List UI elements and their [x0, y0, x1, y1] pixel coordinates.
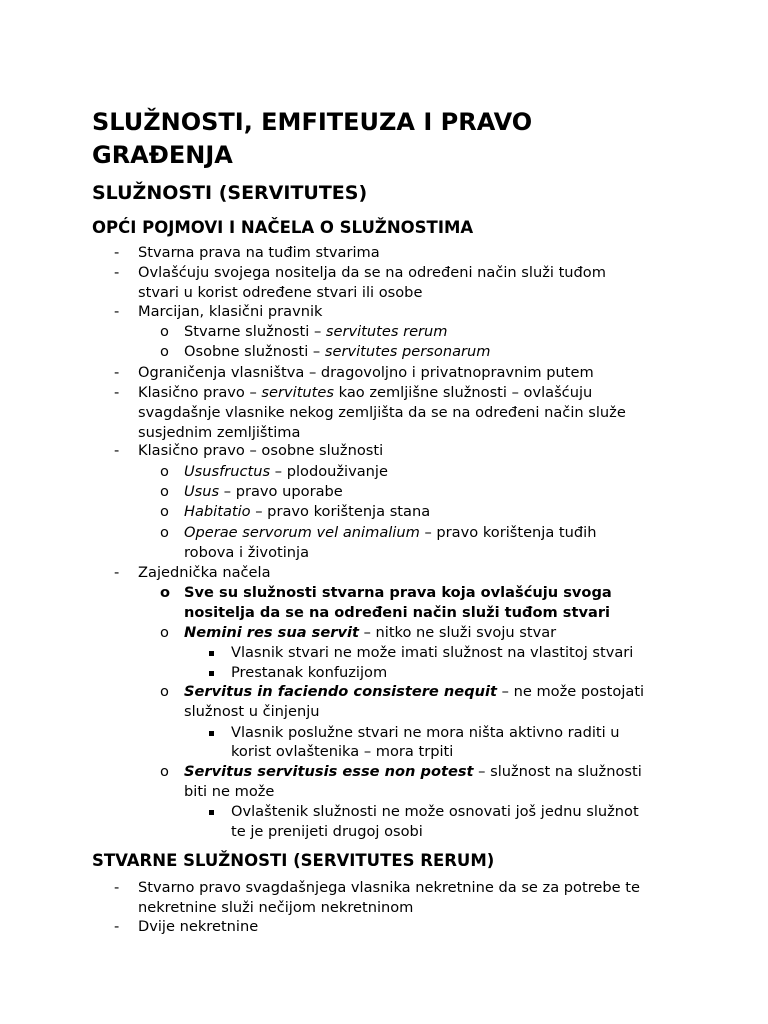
dash-marker: - [114, 442, 120, 459]
principle-bold-continued [184, 603, 610, 623]
list-item-text-continued: stvari u korist određene stvari ili osobe [138, 284, 423, 301]
sublist-item [184, 523, 596, 543]
text-part: Klasično pravo – [138, 384, 262, 401]
circle-marker: o [160, 323, 169, 340]
circle-marker: o [160, 483, 169, 500]
circle-marker: o [160, 524, 169, 541]
sub-sub-item: Prestanak konfuzijom [231, 664, 388, 681]
latin-term: Usus [184, 483, 220, 500]
sublist-item-continued: robova i životinja [184, 544, 310, 561]
circle-marker: o [160, 343, 169, 360]
text-part: – služnost na služnosti [473, 763, 642, 780]
latin-term: servitutes [261, 384, 334, 401]
list-item-text: Zajednička načela [138, 564, 271, 581]
square-bullet-icon [209, 810, 214, 815]
section-heading: SLUŽNOSTI (SERVITUTES) [92, 182, 368, 204]
latin-maxim: Servitus servitusis esse non potest [184, 763, 474, 780]
latin-term: servitutes rerum [325, 323, 448, 340]
text-part: – ne može postojati [497, 683, 645, 700]
circle-marker: o [160, 463, 169, 480]
latin-term: Ususfructus [184, 463, 271, 480]
square-bullet-icon [209, 671, 214, 676]
text-part: – plodouživanje [270, 463, 388, 480]
list-item-text: Dvije nekretnine [138, 918, 259, 935]
text-part: kao zemljišne služnosti – ovlašćuju [333, 384, 593, 401]
list-item-text-continued: nekretnine služi nečijom nekretninom [138, 899, 414, 916]
sublist-item-text: Stvarne služnosti – [184, 323, 326, 340]
sub-sub-item: Ovlaštenik služnosti ne može osnovati još jednu služnot [231, 803, 639, 820]
sub-sub-item: Vlasnik stvari ne može imati služnost na vlastitoj stvari [231, 644, 634, 661]
dash-marker: - [114, 264, 120, 281]
subsection-heading-real-servitudes: STVARNE SLUŽNOSTI (SERVITUTES RERUM) [92, 851, 495, 870]
list-item-text [138, 383, 592, 403]
dash-marker: - [114, 364, 120, 381]
dash-marker: - [114, 244, 120, 261]
sub-sub-item-continued: te je prenijeti drugoj osobi [231, 823, 423, 840]
circle-marker: o [160, 683, 169, 700]
latin-maxim: Nemini res sua servit [184, 624, 359, 641]
latin-term: servitutes personarum [324, 343, 491, 360]
circle-marker: o [160, 503, 169, 520]
principle [184, 682, 644, 702]
sublist-item [184, 502, 430, 522]
sub-sub-item-continued: korist ovlaštenika – mora trpiti [231, 743, 454, 760]
circle-marker: o [160, 584, 171, 601]
list-item-text: Stvarna prava na tuđim stvarima [138, 244, 380, 261]
latin-term: Operae servorum vel animalium [184, 524, 420, 541]
list-item-text-continued: susjednim zemljištima [138, 424, 301, 441]
dash-marker: - [114, 564, 120, 581]
list-item-text: Klasično pravo – osobne služnosti [138, 442, 384, 459]
subsection-heading-general: OPĆI POJMOVI I NAČELA O SLUŽNOSTIMA [92, 218, 474, 237]
circle-marker: o [160, 763, 169, 780]
principle-continued: biti ne može [184, 783, 275, 800]
dash-marker: - [114, 879, 120, 896]
dash-marker: - [114, 918, 120, 935]
text-part: – pravo korištenja tuđih [419, 524, 597, 541]
principle-continued: služnost u činjenju [184, 703, 320, 720]
text-part: – pravo korištenja stana [250, 503, 431, 520]
circle-marker: o [160, 624, 169, 641]
principle [184, 623, 556, 643]
list-item-text: Stvarno pravo svagdašnjega vlasnika nekretnine da se za potrebe te [138, 879, 640, 896]
text-part: – pravo uporabe [219, 483, 343, 500]
list-item-text: Ograničenja vlasništva – dragovoljno i privatnopravnim putem [138, 364, 594, 381]
principle-bold [184, 583, 612, 603]
square-bullet-icon [209, 651, 214, 656]
sublist-item [184, 322, 448, 342]
principle [184, 762, 642, 782]
text-part: – nitko ne služi svoju stvar [358, 624, 557, 641]
sub-sub-item: Vlasnik poslužne stvari ne mora ništa aktivno raditi u [231, 724, 620, 741]
list-item-text: Ovlašćuju svojega nositelja da se na određeni način služi tuđom [138, 264, 606, 281]
sublist-item [184, 462, 388, 482]
dash-marker: - [114, 384, 120, 401]
principle-text: nositelja da se na određeni način služi tuđom stvari [184, 604, 611, 621]
list-item-text: Marcijan, klasični pravnik [138, 303, 323, 320]
document-title: SLUŽNOSTI, EMFITEUZA I PRAVO GRAĐENJA [92, 108, 533, 169]
list-item-text-continued: svagdašnje vlasnike nekog zemljišta da se na određeni način služe [138, 404, 626, 421]
sublist-item [184, 482, 343, 502]
sublist-item-text: Osobne služnosti – [184, 343, 325, 360]
dash-marker: - [114, 303, 120, 320]
sublist-item [184, 342, 490, 362]
latin-maxim: Servitus in faciendo consistere nequit [184, 683, 498, 700]
latin-term: Habitatio [184, 503, 251, 520]
principle-text: Sve su služnosti stvarna prava koja ovlašćuju svoga [184, 584, 612, 601]
square-bullet-icon [209, 731, 214, 736]
